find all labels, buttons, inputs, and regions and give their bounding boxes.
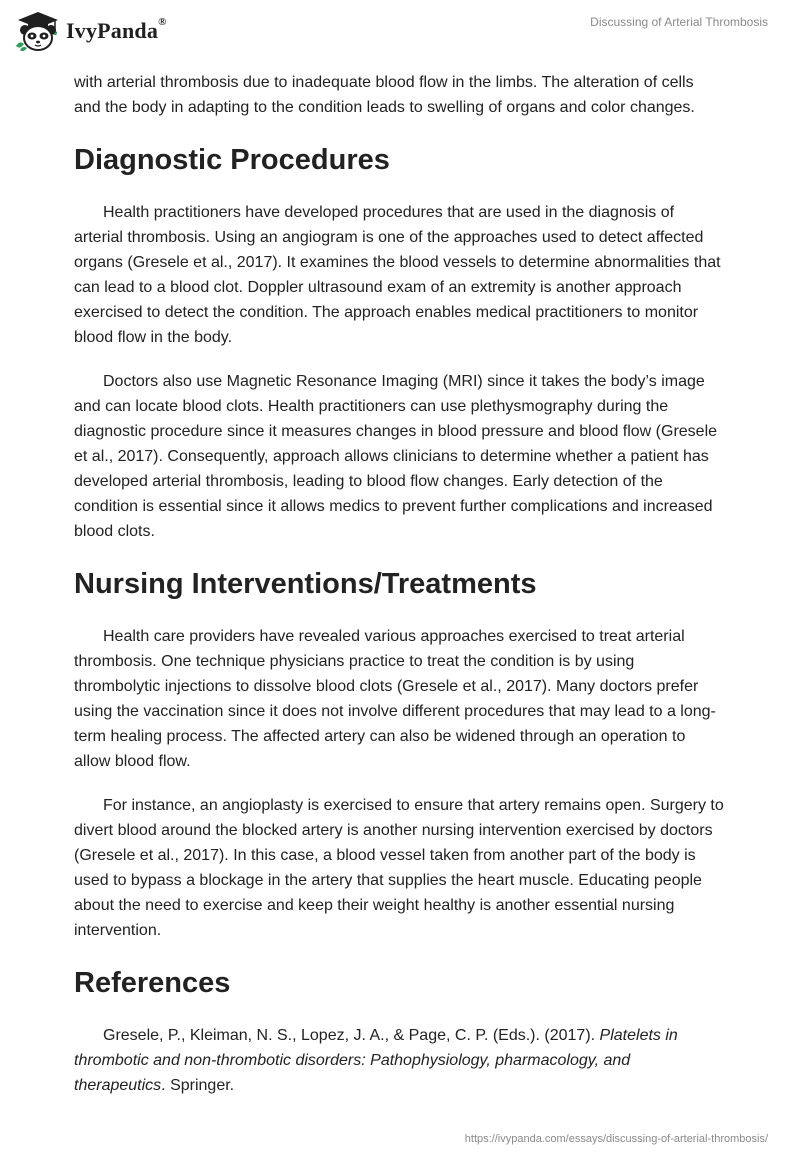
section-heading-diagnostic-procedures: Diagnostic Procedures bbox=[74, 144, 390, 176]
trademark-symbol: ® bbox=[158, 16, 167, 28]
paragraph: Doctors also use Magnetic Resonance Imaging (MRI) since it takes the body’s image and can locate blood clots. Health practitioners can use plethysmography during the diagnostic procedure since it measures changes in blood pressure and blood flow (Gresele et al., 2017). Consequently, approach allows clinicians to determine whether a patient has developed arterial thrombosis, leading to blood flow changes. Early detection of the condition is essential since it allows medics to prevent further complications and increased blood clots. bbox=[74, 373, 718, 540]
page-url[interactable]: https://ivypanda.com/essays/discussing-of-arterial-thrombosis/ bbox=[464, 1133, 768, 1145]
paragraph: Health care providers have revealed various approaches exercised to treat arterial thrombosis. One technique physicians practice to treat the condition is by using thrombolytic injections to dissolve blood clots (Gresele et al., 2017). Many doctors prefer using the vaccination since it does not involve different procedures that may lead to a long-term healing process. The affected artery can also be widened through an operation to allow blood flow. bbox=[74, 628, 716, 770]
reference-entry bbox=[74, 1023, 724, 1098]
reference-title: Platelets in thrombotic and non-thrombotic disorders: Pathophysiology, pharmacology, and therapeutics bbox=[74, 1027, 678, 1094]
panda-graduate-icon bbox=[14, 10, 62, 52]
reference-authors: Gresele, P., Kleiman, N. S., Lopez, J. A., & Page, C. P. (Eds.). (2017). bbox=[103, 1027, 596, 1044]
document-title: Discussing of Arterial Thrombosis bbox=[590, 15, 768, 29]
page-header bbox=[0, 0, 800, 66]
brand-name: IvyPanda® bbox=[66, 16, 167, 43]
paragraph: For instance, an angioplasty is exercised to ensure that artery remains open. Surgery to divert blood around the blocked artery is another nursing intervention exercised by doctors (Gresele et al., 2017). In this case, a blood vessel taken from another part of the body is used to bypass a blockage in the artery that supplies the heart muscle. Educating people about the need to exercise and keep their weight healthy is another essential nursing intervention. bbox=[74, 797, 724, 939]
reference-publisher: . Springer. bbox=[161, 1077, 235, 1094]
intro-paragraph: with arterial thrombosis due to inadequate blood flow in the limbs. The alteration of cells and the body in adapting to the condition leads to swelling of organs and color changes. bbox=[74, 74, 695, 116]
ivypanda-logo[interactable] bbox=[14, 10, 167, 52]
section-heading-references: References bbox=[74, 967, 231, 999]
essay-content bbox=[74, 70, 724, 1098]
section-heading-nursing-interventions: Nursing Interventions/Treatments bbox=[74, 568, 537, 600]
paragraph: Health practitioners have developed procedures that are used in the diagnosis of arterial thrombosis. Using an angiogram is one of the approaches used to detect affected organs (Gresele et al., 2017). It examines the blood vessels to determine abnormalities that can lead to a blood clot. Doppler ultrasound exam of an extremity is another approach exercised to detect the condition. The approach enables medical practitioners to monitor blood flow in the body. bbox=[74, 204, 721, 346]
